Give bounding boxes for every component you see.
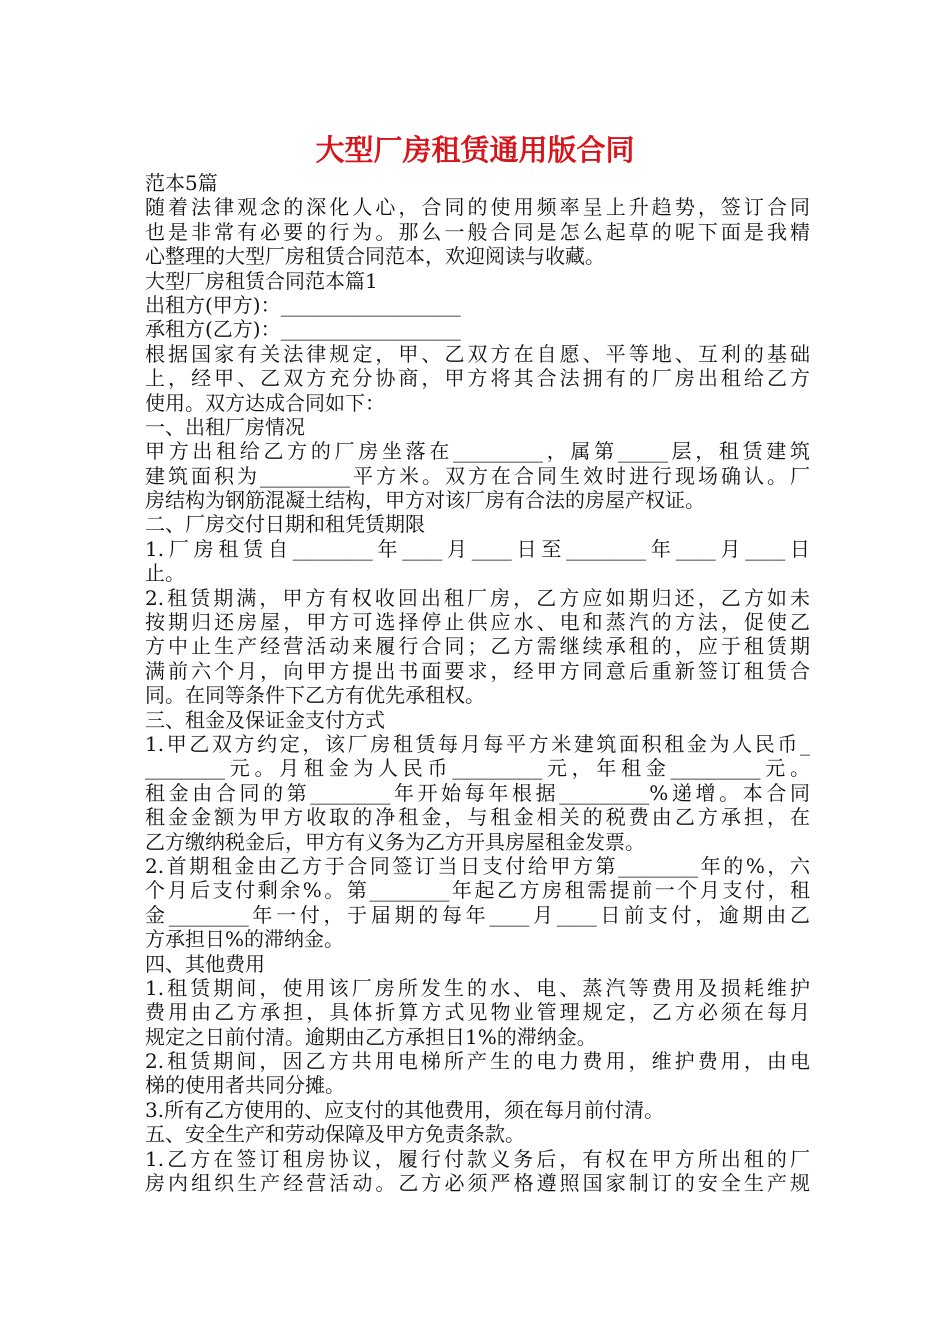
text-line: ________元。月租金为人民币_________元，年租金_________元。 — [145, 756, 810, 781]
text-line: 1.租赁期间，使用该厂房所发生的水、电、蒸汽等费用及损耗维护 — [145, 975, 810, 1000]
document-body — [145, 171, 810, 1195]
text-line: 2.租赁期间，因乙方共用电梯所产生的电力费用，维护费用，由电 — [145, 1049, 810, 1074]
text-line: 1.厂房租赁自________年____月____日至________年____月____日 — [145, 536, 810, 561]
text-line: 规定之日前付清。逾期由乙方承担日1%的滞纳金。 — [145, 1024, 597, 1049]
text-line: 使用。双方达成合同如下： — [145, 390, 385, 415]
text-line: 3.所有乙方使用的、应支付的其他费用，须在每月前付清。 — [145, 1097, 665, 1122]
text-line: 房内组织生产经营活动。乙方必须严格遵照国家制订的安全生产规 — [145, 1171, 810, 1196]
text-line: 大型厂房租赁合同范本篇1 — [145, 268, 378, 293]
text-line: 甲方出租给乙方的厂房坐落在_________，属第_____层，租赁建筑 — [145, 439, 810, 464]
text-line: 一、出租厂房情况 — [145, 414, 305, 439]
text-line: 承租方(乙方)：__________________ — [145, 317, 461, 342]
text-line: 二、厂房交付日期和租凭赁期限 — [145, 512, 425, 537]
text-line: 租金由合同的第________年开始每年根据_________%递增。本合同 — [145, 780, 810, 805]
text-line: 个月后支付剩余%。第________年起乙方房租需提前一个月支付，租 — [145, 878, 810, 903]
text-line: 同。在同等条件下乙方有优先承租权。 — [145, 683, 485, 708]
text-line: 梯的使用者共同分摊。 — [145, 1073, 345, 1098]
text-line: 乙方缴纳税金后，甲方有义务为乙方开具房屋租金发票。 — [145, 829, 645, 854]
text-line: 止。 — [145, 561, 185, 586]
text-line: 方承担日%的滞纳金。 — [145, 927, 345, 952]
text-line: 五、安全生产和劳动保障及甲方免责条款。 — [145, 1122, 525, 1147]
text-line: 上，经甲、乙双方充分协商，甲方将其合法拥有的厂房出租给乙方 — [145, 366, 810, 391]
text-line: 四、其他费用 — [145, 951, 265, 976]
text-line: 心整理的大型厂房租赁合同范本，欢迎阅读与收藏。 — [145, 244, 605, 269]
text-line: 出租方(甲方)：__________________ — [145, 292, 461, 317]
text-line: 根据国家有关法律规定，甲、乙双方在自愿、平等地、互利的基础 — [145, 341, 810, 366]
text-line: 2.首期租金由乙方于合同签订当日支付给甲方第________年的%，六 — [145, 853, 810, 878]
text-line: 也是非常有必要的行为。那么一般合同是怎么起草的呢下面是我精 — [145, 219, 810, 244]
text-line: 费用由乙方承担，具体折算方式见物业管理规定，乙方必须在每月 — [145, 1000, 810, 1025]
text-line: 租金金额为甲方收取的净租金，与租金相关的税费由乙方承担，在 — [145, 805, 810, 830]
text-line: 范本5篇 — [145, 171, 218, 195]
text-line: 1.乙方在签订租房协议，履行付款义务后，有权在甲方所出租的厂 — [145, 1146, 810, 1171]
text-line: 三、租金及保证金支付方式 — [145, 707, 385, 732]
text-line: 1.甲乙双方约定，该厂房租赁每月每平方米建筑面积租金为人民币_ — [145, 731, 810, 756]
text-line: 随着法律观念的深化人心，合同的使用频率呈上升趋势，签订合同 — [145, 195, 810, 220]
document-title: 大型厂房租赁通用版合同 — [315, 133, 635, 167]
text-line: 房结构为钢筋混凝土结构，甲方对该厂房有合法的房屋产权证。 — [145, 488, 705, 513]
text-line: 2.租赁期满，甲方有权收回出租厂房，乙方应如期归还，乙方如未 — [145, 585, 810, 610]
text-line: 建筑面积为_________平方米。双方在合同生效时进行现场确认。厂 — [145, 463, 810, 488]
text-line: 金________年一付，于届期的每年____月____日前支付，逾期由乙 — [145, 902, 810, 927]
text-line: 方中止生产经营活动来履行合同；乙方需继续承租的，应于租赁期 — [145, 634, 810, 659]
text-line: 按期归还房屋，甲方可选择停止供应水、电和蒸汽的方法，促使乙 — [145, 610, 810, 635]
text-line: 满前六个月，向甲方提出书面要求，经甲方同意后重新签订租赁合 — [145, 658, 810, 683]
